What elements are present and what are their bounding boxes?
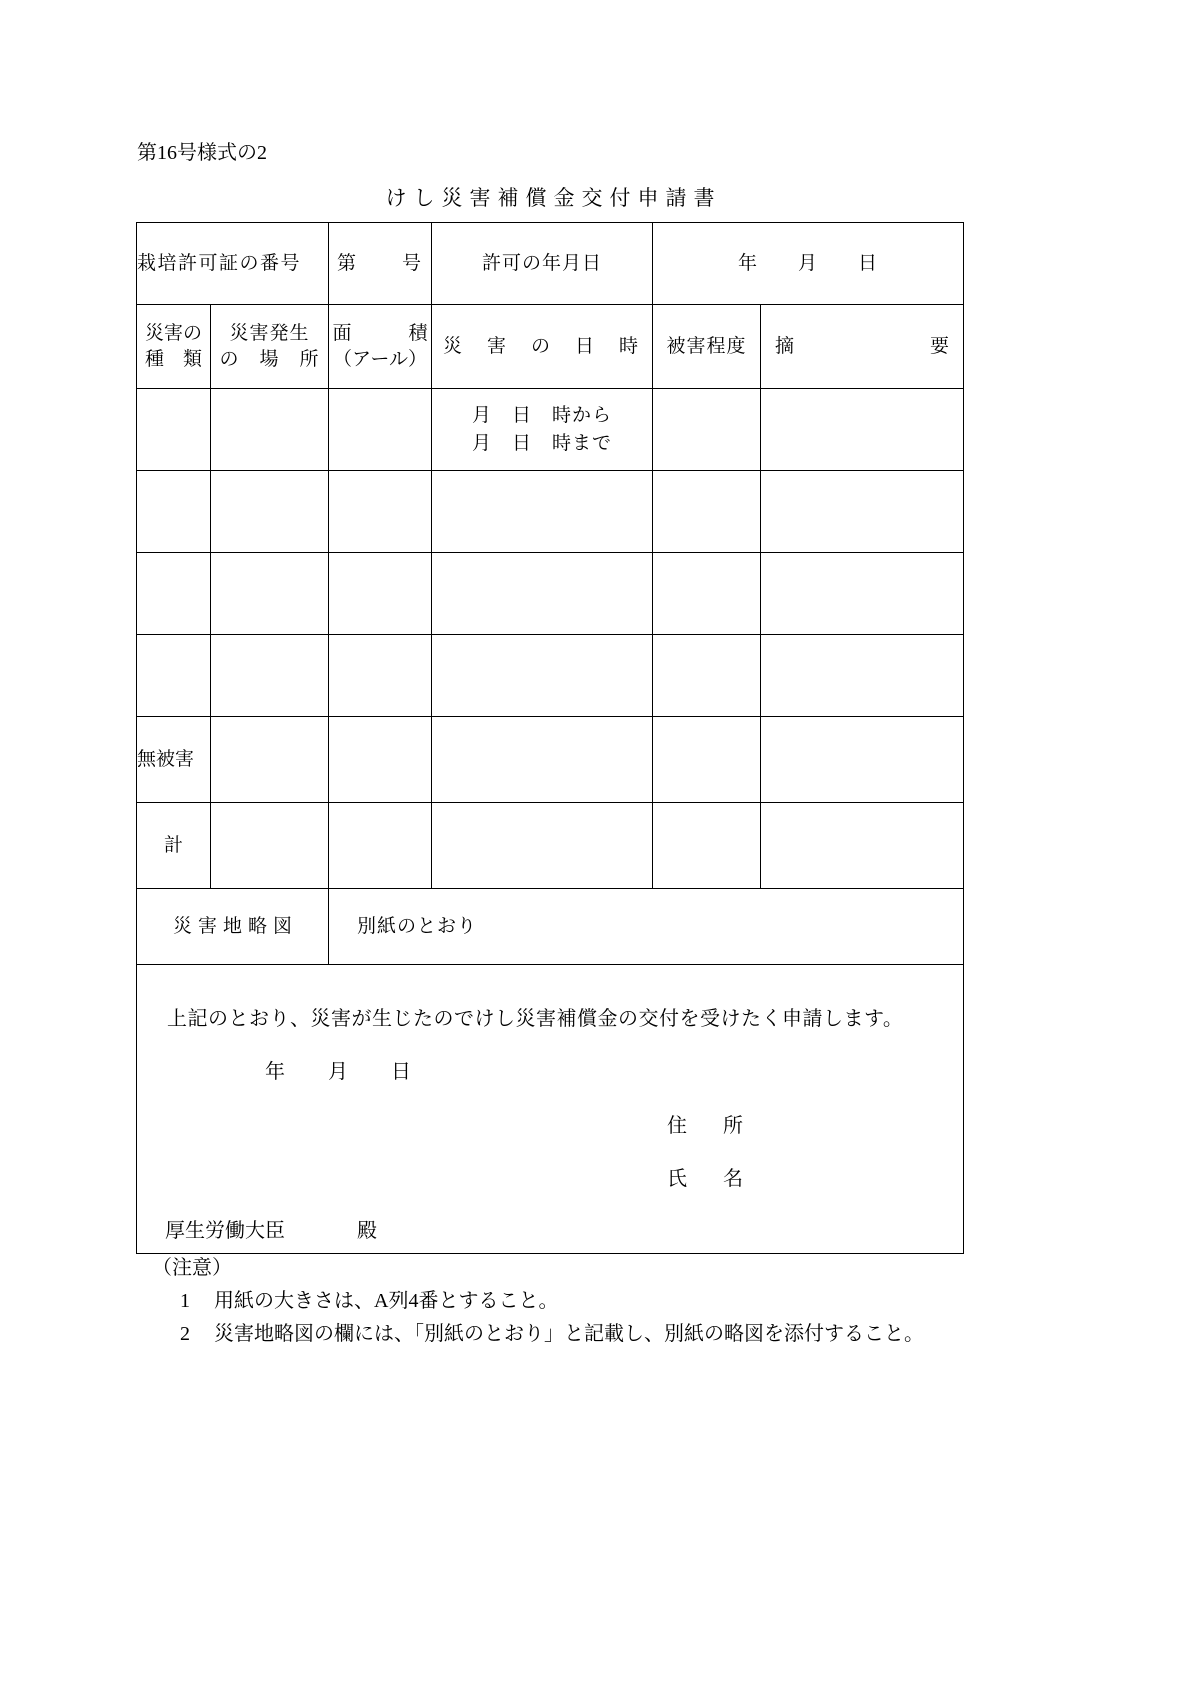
permit-date-day: 日 [858,252,879,274]
cell-remarks[interactable] [761,389,964,471]
cell-damage-level[interactable] [653,635,761,717]
declaration-date-year: 年 [265,1061,286,1083]
header-disaster-place [211,305,329,389]
header-remarks-left: 摘 [775,335,795,357]
page-title: けし災害補償金交付申請書 [385,186,722,210]
note-number: 1 [180,1290,190,1312]
cell-permit-date-value[interactable] [653,223,964,305]
header-disaster-type [137,305,211,389]
declaration-date-day: 日 [391,1061,412,1083]
note-item [152,1318,924,1351]
notes-title: （注意） [152,1257,232,1279]
header-datetime-label: 災 害 の 日 時 [443,335,642,357]
minister-line [165,1217,377,1246]
cell-no-damage-label [137,717,211,803]
table-row [137,471,964,553]
cell-disaster-place[interactable] [211,389,329,471]
cell-disaster-place[interactable] [211,553,329,635]
cell-damage-level[interactable] [653,389,761,471]
cell-sketch-value[interactable] [329,889,964,965]
cell-disaster-place[interactable] [211,717,329,803]
permit-no-suffix: 号 [402,252,422,274]
cell-disaster-type[interactable] [137,389,211,471]
note-text: 災害地略図の欄には、「別紙のとおり」と記載し、別紙の略図を添付すること。 [214,1323,924,1345]
permit-date-month: 月 [798,252,819,274]
cell-datetime[interactable] [432,803,653,889]
datetime-to: 月 日 時まで [472,432,613,454]
table-row-declaration [137,965,964,1254]
note-text: 用紙の大きさは、A列4番とすること。 [214,1290,559,1312]
header-damage-level-label: 被害程度 [666,335,747,357]
cell-disaster-place[interactable] [211,803,329,889]
cell-area[interactable] [329,389,432,471]
cell-total-label [137,803,211,889]
datetime-from: 月 日 時から [472,404,613,426]
header-area-line2: （アール） [332,348,428,370]
cell-area[interactable] [329,553,432,635]
cell-datetime[interactable] [432,717,653,803]
cell-permit-no-label [137,223,329,305]
declaration-date-month: 月 [328,1061,349,1083]
form-number: 第16号様式の2 [137,142,267,164]
header-disaster-place-line2: の 場 所 [219,348,320,370]
permit-date-value [653,250,963,278]
cell-area[interactable] [329,635,432,717]
header-area-line1: 面 積 [332,322,428,344]
disaster-compensation-table [136,222,964,1254]
table-row [137,635,964,717]
cell-remarks[interactable] [761,635,964,717]
permit-date-label: 許可の年月日 [482,252,603,274]
total-label: 計 [163,834,183,856]
cell-disaster-type[interactable] [137,635,211,717]
header-area [329,305,432,389]
cell-remarks[interactable] [761,553,964,635]
cell-damage-level[interactable] [653,471,761,553]
cell-disaster-type[interactable] [137,471,211,553]
notes-section [152,1252,924,1351]
minister-label: 厚生労働大臣 [165,1220,285,1242]
cell-damage-level[interactable] [653,803,761,889]
cell-disaster-place[interactable] [211,635,329,717]
cell-remarks[interactable] [761,803,964,889]
header-datetime [432,305,653,389]
table-row-sketch [137,889,964,965]
header-damage-level [653,305,761,389]
cell-remarks[interactable] [761,717,964,803]
cell-damage-level[interactable] [653,717,761,803]
name-label: 氏 名 [667,1168,751,1190]
header-remarks-right: 要 [930,335,950,357]
table-header-row [137,305,964,389]
cell-disaster-place[interactable] [211,471,329,553]
honorific-label: 殿 [357,1220,377,1242]
table-row-permit [137,223,964,305]
permit-no-label: 栽培許可証の番号 [137,252,302,274]
cell-damage-level[interactable] [653,553,761,635]
cell-declaration [137,965,964,1254]
permit-date-year: 年 [738,252,759,274]
note-item [152,1285,924,1318]
table-row-total [137,803,964,889]
address-label: 住 所 [667,1115,751,1137]
table-row [137,389,964,471]
cell-area[interactable] [329,717,432,803]
cell-datetime[interactable] [432,471,653,553]
sketch-value: 別紙のとおり [357,915,478,937]
header-remarks-inner [761,333,963,361]
cell-disaster-type[interactable] [137,553,211,635]
note-number: 2 [180,1323,190,1345]
cell-datetime[interactable] [432,389,653,471]
cell-permit-no-value[interactable] [329,223,432,305]
cell-sketch-label [137,889,329,965]
table-row [137,553,964,635]
cell-datetime[interactable] [432,635,653,717]
cell-datetime[interactable] [432,553,653,635]
header-disaster-type-line2: 種 類 [144,348,202,370]
no-damage-label: 無被害 [137,748,195,770]
header-disaster-place-line1: 災害発生 [229,322,310,344]
header-remarks [761,305,964,389]
table-row-no-damage [137,717,964,803]
declaration-statement: 上記のとおり、災害が生じたのでけし災害補償金の交付を受けたく申請します。 [167,1008,904,1030]
sketch-label: 災害地略図 [173,915,299,937]
permit-no-prefix: 第 [337,252,357,274]
cell-remarks[interactable] [761,471,964,553]
cell-area[interactable] [329,803,432,889]
declaration-date[interactable] [265,1058,412,1087]
cell-area[interactable] [329,471,432,553]
header-disaster-type-line1: 災害の [144,322,202,344]
cell-permit-date-label [432,223,653,305]
